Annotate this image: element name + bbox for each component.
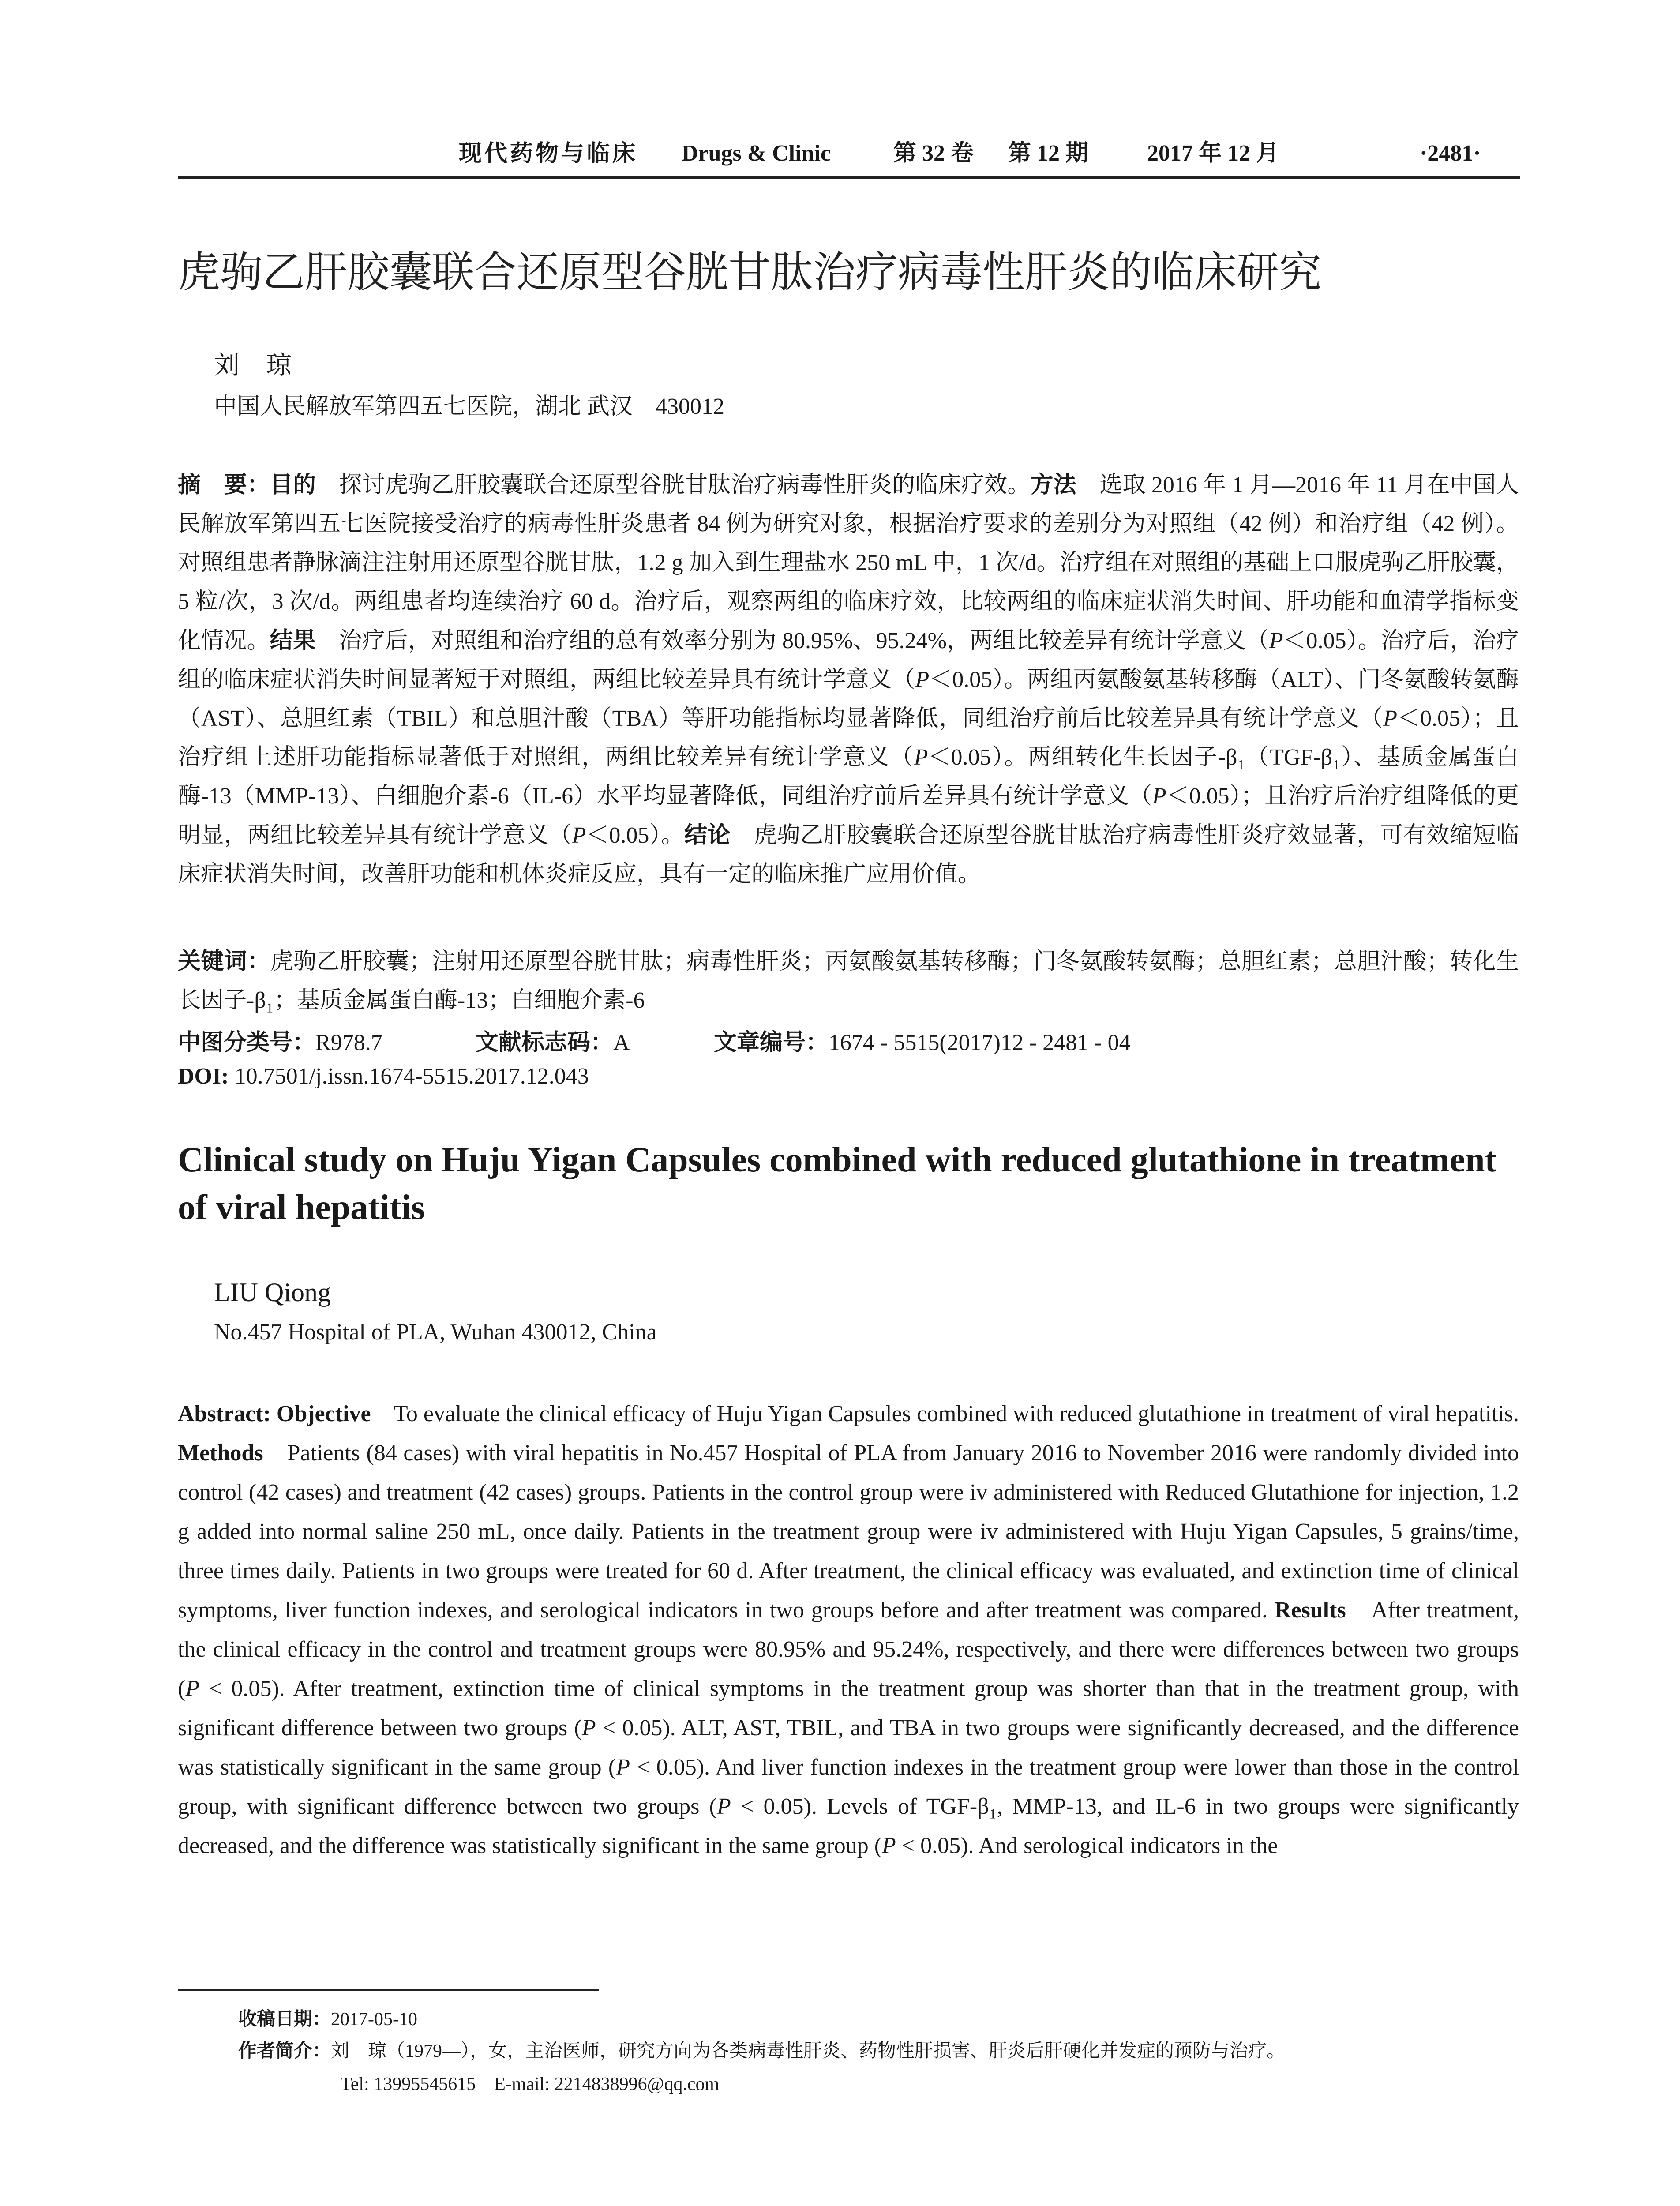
objective-text-en: To evaluate the clinical efficacy of Huju Yigan Capsules combined with reduced glutathione in treatment of viral hepatitis. (371, 1401, 1519, 1426)
classification-line (178, 1024, 1519, 1054)
footnote-rule (178, 1989, 599, 1991)
p-symbol: P (1383, 706, 1398, 731)
author-contact: Tel: 13995545615 E-mail: 2214838996@qq.com (341, 2074, 720, 2094)
p-symbol: P (616, 1755, 630, 1780)
p-symbol: P (882, 1833, 896, 1858)
author-bio (238, 2036, 1285, 2063)
keywords-cn (178, 942, 1519, 1020)
doi-label: DOI: (178, 1064, 229, 1089)
bio-text: 刘 琼（1979—），女，主治医师，研究方向为各类病毒性肝炎、药物性肝损害、肝炎后肝硬化并发症的预防与治疗。 (331, 2041, 1286, 2061)
results-text-en: < 0.05). And liver function indexes in the treatment group were lower than those in the control group, with significant difference between two groups ( (178, 1755, 1519, 1819)
header-rule (178, 176, 1520, 179)
keywords-label-cn: 关键词： (178, 948, 270, 975)
results-text-cn: ＜0.05）。治疗后，治疗组的临床症状消失时间显著短于对照组，两组比较差异具有统计学意义（ (178, 628, 1519, 692)
title-en: Clinical study on Huju Yigan Capsules combined with reduced glutathione in treatment of viral hepatitis (178, 1141, 1497, 1227)
methods-text-cn: 选取 2016 年 1 月—2016 年 11 月在中国人民解放军第四五七医院接受治疗的病毒性肝炎患者 84 例为研究对象，根据治疗要求的差别分为对照组（42 例）和治疗组（42 例）。对照组患者静脉滴注注射用还原型谷胱甘肽，1.2 g 加入到生理盐水 250 mL 中，1 次/d。治疗组在对照组的基础上口服虎驹乙肝胶囊，5 粒/次，3 次/d。两组患者均连续治疗 60 d。治疗后，观察两组的临床疗效，比较两组的临床症状消失时间、肝功能和血清学指标变化情况。 (178, 473, 1519, 653)
p-symbol: P (1152, 784, 1166, 809)
issue: 第 12 期 (1008, 141, 1089, 166)
objective-label-cn: 目的 (270, 472, 316, 498)
conclusion-text-cn: 虎驹乙肝胶囊联合还原型谷胱甘肽治疗病毒性肝炎疗效显著，可有效缩短临床症状消失时间，改善肝功能和机体炎症反应，具有一定的临床推广应用价值。 (178, 823, 1519, 887)
results-text-cn: ＜0.05）。两组转化生长因子-β₁（TGF-β₁）、基质金属蛋白酶-13（MMP-13）、白细胞介素-6（IL-6）水平均显著降低，同组治疗前后差异具有统计学意义（ (178, 745, 1519, 809)
methods-label-cn: 方法 (1030, 472, 1076, 498)
keywords-text-cn: 虎驹乙肝胶囊；注射用还原型谷胱甘肽；病毒性肝炎；丙氨酸氨基转移酶；门冬氨酸转氨酶；总胆红素；总胆汁酸；转化生长因子-β₁；基质金属蛋白酶-13；白细胞介素-6 (178, 949, 1519, 1013)
abstract-en (178, 1394, 1519, 1865)
abstract-objective-label-en: Abstract: Objective (178, 1401, 371, 1426)
affiliation-cn: 中国人民解放军第四五七医院，湖北 武汉 430012 (214, 394, 725, 419)
bio-label: 作者简介： (238, 2040, 331, 2061)
results-label-cn: 结果 (270, 627, 316, 654)
p-symbol: P (716, 1794, 731, 1819)
volume: 第 32 卷 (893, 141, 974, 166)
received-date (238, 2004, 417, 2031)
p-symbol: P (581, 1715, 596, 1741)
article-number-value: 1674 - 5515(2017)12 - 2481 - 04 (829, 1030, 1131, 1055)
results-text-cn: ＜0.05）；且治疗后治疗组降低的更明显，两组比较差异具有统计学意义（ (178, 784, 1519, 848)
page-number: ·2481· (1420, 141, 1481, 166)
methods-text-en: Patients (84 cases) with viral hepatitis in No.457 Hospital of PLA from January 2016 to November 2016 were randomly divided into control (42 cases) and treatment (42 cases) groups. Patients in the control group were iv administered with Reduced Glutathione for injection, 1.2 g added into normal saline 250 mL, once daily. Patients in the treatment group were iv administered with Huju Yigan Capsules, 5 grains/time, three times daily. Patients in two groups were treated for 60 d. After treatment, the clinical efficacy was evaluated, and extinction time of clinical symptoms, liver function indexes, and serological indicators in two groups before and after treatment was compared. (178, 1441, 1519, 1623)
methods-label-en: Methods (178, 1441, 263, 1466)
results-label-en: Results (1274, 1598, 1346, 1623)
doc-code-label: 文献标志码： (476, 1029, 614, 1056)
received-label: 收稿日期： (238, 2008, 331, 2030)
conclusion-label-cn: 结论 (684, 822, 731, 848)
abstract-cn (178, 465, 1519, 894)
results-text-en: < 0.05). After treatment, extinction time of clinical symptoms in the treatment group was shorter than that in the treatment group, with significant difference between two groups ( (178, 1676, 1519, 1741)
article-number-label: 文章编号： (714, 1029, 829, 1056)
clc-value: R978.7 (315, 1030, 382, 1055)
results-text-en: After treatment, the clinical efficacy in the control and treatment groups were 80.95% and 95.24%, respectively, and there were differences between two groups ( (178, 1598, 1519, 1701)
title-cn: 虎驹乙肝胶囊联合还原型谷胱甘肽治疗病毒性肝炎的临床研究 (178, 248, 1321, 297)
abstract-label-cn: 摘 要： (178, 472, 270, 498)
objective-text-cn: 探讨虎驹乙肝胶囊联合还原型谷胱甘肽治疗病毒性肝炎的临床疗效。 (316, 473, 1031, 498)
p-symbol: P (185, 1676, 200, 1701)
results-text-cn: ＜0.05）。两组丙氨酸氨基转移酶（ALT）、门冬氨酸转氨酶（AST）、总胆红素（TBIL）和总胆汁酸（TBA）等肝功能指标均显著降低，同组治疗前后比较差异具有统计学意义（ (178, 667, 1519, 731)
author-cn: 刘琼 (214, 351, 319, 379)
doi-value: 10.7501/j.issn.1674-5515.2017.12.043 (229, 1064, 589, 1089)
results-text-en: < 0.05). And serological indicators in the (896, 1833, 1278, 1858)
results-text-cn: 治疗后，对照组和治疗组的总有效率分别为 80.95%、95.24%，两组比较差异有统计学意义（ (316, 628, 1269, 653)
p-symbol: P (572, 823, 586, 848)
journal-name-cn: 现代药物与临床 (459, 140, 638, 167)
results-text-en: < 0.05). ALT, AST, TBIL, and TBA in two groups were significantly decreased, and the difference was statistically significant in the same group ( (178, 1715, 1519, 1780)
p-symbol: P (1269, 628, 1283, 653)
received-value: 2017-05-10 (331, 2009, 417, 2030)
issue-date: 2017 年 12 月 (1147, 141, 1279, 166)
results-text-cn: ＜0.05）；且治疗组上述肝功能指标显著低于对照组，两组比较差异有统计学意义（ (178, 706, 1519, 770)
author-en: LIU Qiong (214, 1278, 331, 1307)
results-text-cn: ＜0.05）。 (586, 823, 685, 848)
p-symbol: P (915, 667, 930, 692)
results-text-en: < 0.05). Levels of TGF-β₁, MMP-13, and IL-6 in two groups were significantly decreased, and the difference was statistically significant in the same group ( (178, 1794, 1519, 1858)
journal-name-en: Drugs & Clinic (682, 141, 831, 166)
doc-code-value: A (613, 1030, 630, 1055)
affiliation-en: No.457 Hospital of PLA, Wuhan 430012, China (214, 1320, 657, 1345)
p-symbol: P (914, 745, 928, 770)
clc-label: 中图分类号： (178, 1029, 316, 1056)
doi-line (178, 1063, 589, 1089)
